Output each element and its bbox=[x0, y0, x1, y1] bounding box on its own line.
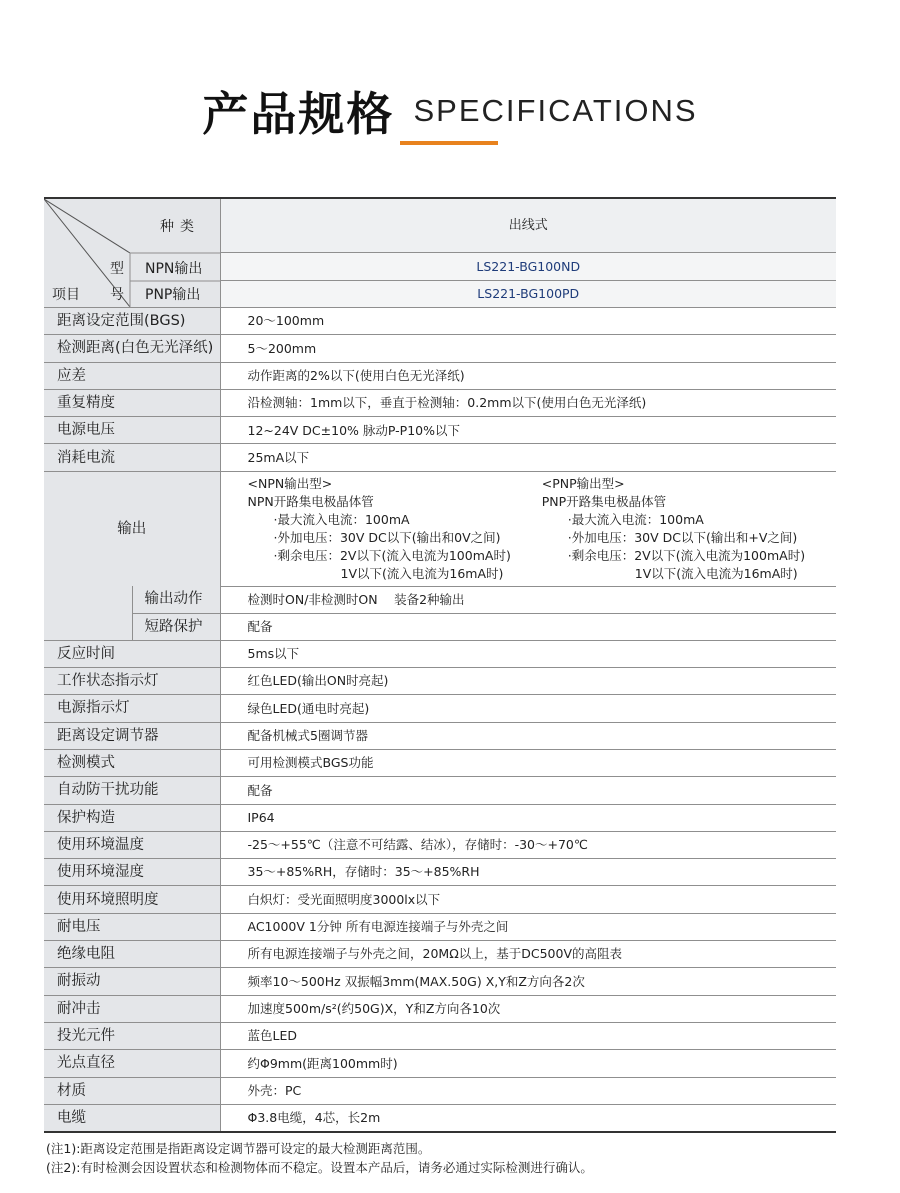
spec-row bbox=[44, 968, 836, 995]
output-spec-line: ·最大流入电流：100mA bbox=[273, 511, 410, 527]
spec-value: 5～200mm bbox=[220, 335, 836, 362]
spec-label: 检测模式 bbox=[44, 749, 220, 776]
spec-label: 耐电压 bbox=[44, 913, 220, 940]
output-spec-line: PNP开路集电极晶体管 bbox=[541, 493, 667, 509]
spec-row bbox=[44, 941, 836, 968]
spec-label: 使用环境照明度 bbox=[44, 886, 220, 913]
spec-label: 工作状态指示灯 bbox=[44, 668, 220, 695]
spec-label: 距离设定调节器 bbox=[44, 722, 220, 749]
footnote-1: (注1):距离设定范围是指距离设定调节器可设定的最大检测距离范围。 bbox=[46, 1141, 431, 1156]
spec-label: 重复精度 bbox=[44, 389, 220, 416]
spec-row bbox=[44, 695, 836, 722]
npn-output-spec bbox=[248, 475, 542, 583]
output-spec-line: 1V以下(流入电流为16mA时) bbox=[634, 565, 798, 581]
spec-value: 外壳：PC bbox=[220, 1077, 836, 1104]
spec-row bbox=[44, 804, 836, 831]
spec-label: 投光元件 bbox=[44, 1022, 220, 1049]
corner-npn-label: NPN输出 bbox=[145, 261, 203, 277]
output-spec-line: <NPN输出型> bbox=[247, 475, 333, 491]
corner-kind-label: 种类 bbox=[160, 219, 200, 235]
spec-value: 可用检测模式BGS功能 bbox=[220, 749, 836, 776]
spec-value: IP64 bbox=[220, 804, 836, 831]
spec-label: 应差 bbox=[44, 362, 220, 389]
spec-value: 加速度500m/s²(约50G)X，Y和Z方向各10次 bbox=[220, 995, 836, 1022]
spec-label: 距离设定范围(BGS) bbox=[44, 308, 220, 335]
output-spec-line: ·剩余电压：2V以下(流入电流为100mA时) bbox=[273, 547, 511, 563]
spec-label: 绝缘电阻 bbox=[44, 941, 220, 968]
corner-model-label-2: 号 bbox=[110, 287, 124, 303]
output-spec-line: ·剩余电压：2V以下(流入电流为100mA时) bbox=[567, 547, 806, 563]
spec-value: 配备 bbox=[220, 777, 836, 804]
spec-label: 耐振动 bbox=[44, 968, 220, 995]
spec-label: 电缆 bbox=[44, 1104, 220, 1131]
spec-row bbox=[44, 831, 836, 858]
spec-label: 消耗电流 bbox=[44, 444, 220, 471]
spec-table bbox=[44, 197, 836, 1133]
spec-value: 动作距离的2%以下(使用白色无光泽纸) bbox=[220, 362, 836, 389]
spec-row bbox=[44, 444, 836, 471]
output-label: 输出 bbox=[44, 471, 220, 586]
spec-label: 使用环境温度 bbox=[44, 831, 220, 858]
spec-row bbox=[44, 389, 836, 416]
spec-label: 电源电压 bbox=[44, 417, 220, 444]
corner-pnp-label: PNP输出 bbox=[145, 287, 201, 303]
page-header bbox=[0, 78, 900, 144]
spec-label: 耐冲击 bbox=[44, 995, 220, 1022]
spec-row bbox=[44, 886, 836, 913]
spec-label: 光点直径 bbox=[44, 1050, 220, 1077]
spec-label: 电源指示灯 bbox=[44, 695, 220, 722]
spec-row bbox=[44, 417, 836, 444]
output-label-spacer-2 bbox=[44, 613, 132, 640]
output-spec bbox=[220, 471, 836, 586]
spec-value: 白炽灯：受光面照明度3000lx以下 bbox=[220, 886, 836, 913]
spec-value: 约Φ9mm(距离100mm时) bbox=[220, 1050, 836, 1077]
spec-row bbox=[44, 1050, 836, 1077]
footnotes bbox=[46, 1139, 593, 1177]
title-accent-bar bbox=[400, 141, 498, 145]
corner-model-label-1: 型 bbox=[110, 261, 124, 277]
spec-value: 红色LED(输出ON时亮起) bbox=[220, 668, 836, 695]
output-spec-line: ·外加电压：30V DC以下(输出和0V之间) bbox=[273, 529, 501, 545]
short-circuit-label: 短路保护 bbox=[132, 613, 220, 640]
pnp-output-spec bbox=[542, 475, 836, 583]
output-spec-line: 1V以下(流入电流为16mA时) bbox=[340, 565, 504, 581]
npn-model: LS221-BG100ND bbox=[220, 253, 836, 280]
spec-row bbox=[44, 722, 836, 749]
spec-value: 沿检测轴：1mm以下，垂直于检测轴：0.2mm以下(使用白色无光泽纸) bbox=[220, 389, 836, 416]
page-title-cn: 产品规格 bbox=[202, 87, 395, 141]
spec-row bbox=[44, 1104, 836, 1131]
output-spec-line: <PNP输出型> bbox=[541, 475, 625, 491]
output-spec-line: NPN开路集电极晶体管 bbox=[247, 493, 374, 509]
spec-row bbox=[44, 859, 836, 886]
output-spec-line: ·最大流入电流：100mA bbox=[567, 511, 704, 527]
type-value: 出线式 bbox=[220, 198, 836, 253]
spec-row bbox=[44, 777, 836, 804]
table-corner-header bbox=[44, 198, 220, 308]
spec-label: 检测距离(白色无光泽纸) bbox=[44, 335, 220, 362]
spec-value: 25mA以下 bbox=[220, 444, 836, 471]
spec-value: 蓝色LED bbox=[220, 1022, 836, 1049]
spec-row bbox=[44, 1077, 836, 1104]
spec-row bbox=[44, 1022, 836, 1049]
output-row bbox=[44, 471, 836, 586]
spec-value: 20～100mm bbox=[220, 308, 836, 335]
spec-row bbox=[44, 640, 836, 667]
output-action-value: 检测时ON/非检测时ON 装备2种输出 bbox=[220, 586, 836, 613]
spec-row bbox=[44, 995, 836, 1022]
output-label-spacer bbox=[44, 586, 132, 613]
spec-label: 反应时间 bbox=[44, 640, 220, 667]
output-spec-line: ·外加电压：30V DC以下(输出和+V之间) bbox=[567, 529, 798, 545]
spec-value: 5ms以下 bbox=[220, 640, 836, 667]
corner-item-label: 项目 bbox=[52, 287, 80, 303]
spec-value: Φ3.8电缆，4芯，长2m bbox=[220, 1104, 836, 1131]
short-circuit-value: 配备 bbox=[220, 613, 836, 640]
page-title-en: SPECIFICATIONS bbox=[413, 93, 698, 128]
spec-value: 35～+85%RH，存储时：35～+85%RH bbox=[220, 859, 836, 886]
spec-value: AC1000V 1分钟 所有电源连接端子与外壳之间 bbox=[220, 913, 836, 940]
spec-value: 12~24V DC±10% 脉动P-P10%以下 bbox=[220, 417, 836, 444]
spec-row bbox=[44, 913, 836, 940]
pnp-model: LS221-BG100PD bbox=[220, 280, 836, 307]
footnote-2: (注2):有时检测会因设置状态和检测物体而不稳定。设置本产品后，请务必通过实际检测进行确认。 bbox=[46, 1160, 593, 1175]
spec-row bbox=[44, 308, 836, 335]
spec-value: 频率10～500Hz 双振幅3mm(MAX.50G) X,Y和Z方向各2次 bbox=[220, 968, 836, 995]
spec-row bbox=[44, 362, 836, 389]
spec-value: -25～+55℃（注意不可结露、结冰），存储时：-30～+70℃ bbox=[220, 831, 836, 858]
output-action-label: 输出动作 bbox=[132, 586, 220, 613]
spec-value: 配备机械式5圈调节器 bbox=[220, 722, 836, 749]
spec-label: 使用环境湿度 bbox=[44, 859, 220, 886]
spec-value: 所有电源连接端子与外壳之间，20MΩ以上，基于DC500V的高阻表 bbox=[220, 941, 836, 968]
spec-label: 材质 bbox=[44, 1077, 220, 1104]
spec-value: 绿色LED(通电时亮起) bbox=[220, 695, 836, 722]
spec-label: 保护构造 bbox=[44, 804, 220, 831]
spec-label: 自动防干扰功能 bbox=[44, 777, 220, 804]
spec-row bbox=[44, 335, 836, 362]
spec-row bbox=[44, 668, 836, 695]
spec-row bbox=[44, 749, 836, 776]
